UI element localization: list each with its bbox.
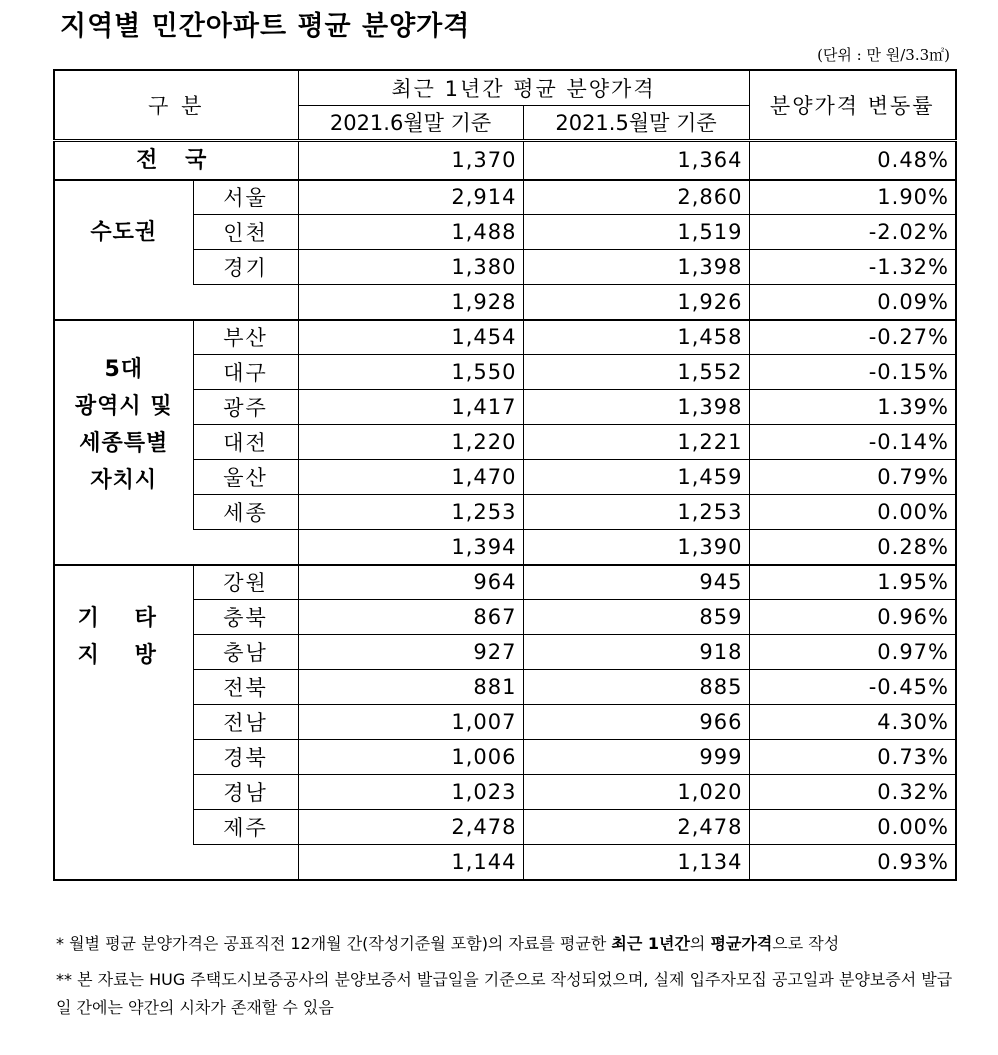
may-cell: 1,519 [523,215,749,250]
footnote-1-text: 의 [689,934,711,953]
footnote-1-text: * 월별 평균 분양가격은 공표직전 12개월 간(작성기준월 포함)의 자료를 평균한 [56,934,612,953]
metro-label-line: 세종특별 [79,431,169,456]
table-row-subtotal [54,845,956,880]
may-cell: 1,459 [523,460,749,495]
rate-cell: 0.97% [749,635,956,670]
subtotal-rate: 0.28% [749,530,956,565]
metro-label-line: 광역시 및 [74,394,173,419]
subtotal-rate: 0.93% [749,845,956,880]
group-label-other [54,565,193,845]
jun-cell: 2,914 [298,180,523,215]
may-cell: 918 [523,635,749,670]
jun-cell: 927 [298,635,523,670]
may-cell: 2,860 [523,180,749,215]
header-may: 2021.5월말 기준 [523,105,749,140]
price-table [53,69,957,881]
rate-cell: 1.90% [749,180,956,215]
rate-cell: -2.02% [749,215,956,250]
other-label-line: 지 방 [77,642,170,668]
jun-cell: 1,220 [298,425,523,460]
city-cell: 인천 [193,215,298,250]
jun-cell: 1,470 [298,460,523,495]
subtotal-jun: 1,928 [298,285,523,320]
may-cell: 1,458 [523,320,749,355]
may-cell: 1,020 [523,775,749,810]
page-title: 지역별 민간아파트 평균 분양가격 [60,11,471,42]
header-jun: 2021.6월말 기준 [298,105,523,140]
subtotal-jun: 1,394 [298,530,523,565]
city-cell: 광주 [193,390,298,425]
table-row [54,320,956,355]
city-cell: 대구 [193,355,298,390]
rate-cell: -0.45% [749,670,956,705]
city-cell: 대전 [193,425,298,460]
jun-cell: 1,006 [298,740,523,775]
rate-cell: 0.00% [749,495,956,530]
header-change: 분양가격 변동률 [749,70,956,140]
jun-cell: 1,488 [298,215,523,250]
city-cell: 제주 [193,810,298,845]
footnotes [56,930,956,1030]
jun-cell: 1,023 [298,775,523,810]
table-row [54,565,956,600]
jun-cell: 1,454 [298,320,523,355]
rate-cell: 0.79% [749,460,956,495]
jun-cell: 2,478 [298,810,523,845]
jun-cell: 1,253 [298,495,523,530]
rate-cell: -1.32% [749,250,956,285]
rate-cell: 0.00% [749,810,956,845]
group-label-metro [54,320,193,530]
city-cell: 경기 [193,250,298,285]
jun-cell: 1,417 [298,390,523,425]
table-row-subtotal [54,285,956,320]
group-label-capital: 수도권 [54,180,193,285]
subtotal-blank [54,285,298,320]
metro-label-line: 5대 [104,357,144,382]
subtotal-rate: 0.09% [749,285,956,320]
subtotal-blank [54,530,298,565]
footnote-1-text: 으로 작성 [772,934,840,953]
national-jun: 1,370 [298,140,523,180]
rate-cell: 4.30% [749,705,956,740]
jun-cell: 964 [298,565,523,600]
city-cell: 경남 [193,775,298,810]
may-cell: 2,478 [523,810,749,845]
rate-cell: 0.96% [749,600,956,635]
may-cell: 966 [523,705,749,740]
may-cell: 945 [523,565,749,600]
rate-cell: -0.14% [749,425,956,460]
may-cell: 999 [523,740,749,775]
jun-cell: 1,380 [298,250,523,285]
may-cell: 859 [523,600,749,635]
may-cell: 1,398 [523,390,749,425]
table-row [54,180,956,215]
unit-label: (단위 : 만 원/3.3㎡) [817,46,950,64]
may-cell: 885 [523,670,749,705]
city-cell: 전북 [193,670,298,705]
city-cell: 전남 [193,705,298,740]
metro-label-line: 자치시 [90,468,158,493]
footnote-1 [56,930,956,958]
header-category: 구 분 [54,70,298,140]
other-label-line: 기 타 [77,605,170,631]
subtotal-jun: 1,144 [298,845,523,880]
may-cell: 1,552 [523,355,749,390]
subtotal-may: 1,926 [523,285,749,320]
rate-cell: 0.32% [749,775,956,810]
footnote-2: ** 본 자료는 HUG 주택도시보증공사의 분양보증서 발급일을 기준으로 작성되었으며, 실제 입주자모집 공고일과 분양보증서 발급일 간에는 약간의 시차가 존재할 수 있음 [56,970,953,1017]
city-cell: 강원 [193,565,298,600]
jun-cell: 1,550 [298,355,523,390]
city-cell: 서울 [193,180,298,215]
may-cell: 1,253 [523,495,749,530]
rate-cell: 1.39% [749,390,956,425]
rate-cell: 0.73% [749,740,956,775]
footnote-1-bold: 평균가격 [710,934,773,953]
rate-cell: 1.95% [749,565,956,600]
table-row-subtotal [54,530,956,565]
header-recent-avg: 최근 1년간 평균 분양가격 [298,70,749,105]
city-cell: 부산 [193,320,298,355]
jun-cell: 881 [298,670,523,705]
table-row-national [54,140,956,180]
subtotal-may: 1,390 [523,530,749,565]
rate-cell: -0.15% [749,355,956,390]
city-cell: 울산 [193,460,298,495]
may-cell: 1,221 [523,425,749,460]
rate-cell: -0.27% [749,320,956,355]
subtotal-may: 1,134 [523,845,749,880]
national-may: 1,364 [523,140,749,180]
national-label: 전 국 [54,140,298,180]
may-cell: 1,398 [523,250,749,285]
city-cell: 세종 [193,495,298,530]
jun-cell: 1,007 [298,705,523,740]
national-rate: 0.48% [749,140,956,180]
subtotal-blank [54,845,298,880]
footnote-1-bold: 최근 1년간 [611,934,690,953]
city-cell: 충남 [193,635,298,670]
city-cell: 경북 [193,740,298,775]
jun-cell: 867 [298,600,523,635]
city-cell: 충북 [193,600,298,635]
